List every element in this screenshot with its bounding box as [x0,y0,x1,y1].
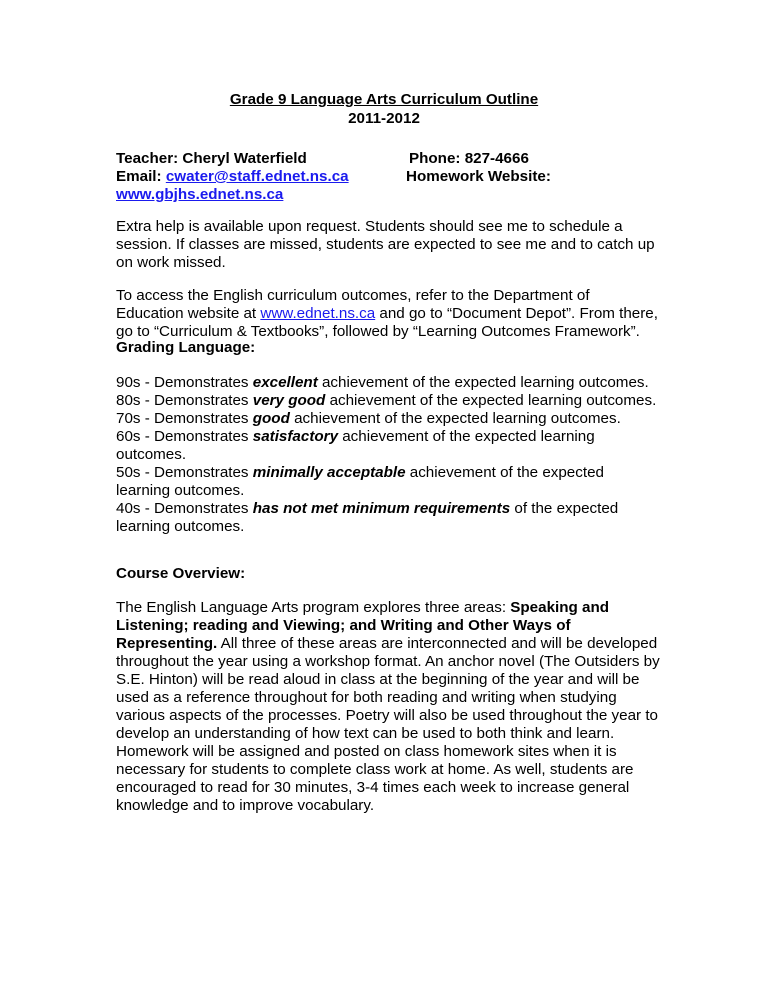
grade-emphasis: satisfactory [252,428,339,445]
grade-item: 90s - Demonstrates excellent achievement of the expected learning outcomes. [116,374,649,391]
grade-item: 50s - Demonstrates minimally acceptable achievement of the expected learning outcomes. [116,464,604,499]
website-line [116,186,283,204]
grade-item: 80s - Demonstrates very good achievement of the expected learning outcomes. [116,392,657,409]
overview-heading: Course Overview: [116,565,246,582]
overview-body: All three of these areas are interconnected and will be developed throughout the year using a workshop format. An anchor novel (The Outsiders by S.E. Hinton) will be read aloud in class at the beginning of the year and will be used as a reference throughout for both reading and writing when studying various aspects of the processes. Poetry will also be used throughout the year to develop an understanding of how text can be used to both think and learn. Homework will be assigned and posted on class homework sites when it is necessary for students to complete class work at home. As well, students are encouraged to read for 30 minutes, 3-4 times each week to increase general knowledge and to improve vocabulary. [116,635,660,814]
overview-intro: The English Language Arts program explores three areas: [116,599,511,616]
phone-number: 827-4666 [464,150,529,167]
grade-emphasis: has not met minimum requirements [252,500,511,517]
grading-list [116,374,661,536]
ednet-link[interactable]: www.ednet.ns.ca [260,305,376,322]
grade-item: 40s - Demonstrates has not met minimum requirements of the expected learning outcomes. [116,500,619,535]
teacher-line [116,150,307,168]
grade-emphasis: minimally acceptable [252,464,406,481]
access-text-before: To access the English curriculum outcomes, refer to the Department of Education website at [116,287,590,322]
grade-emphasis: excellent [252,374,318,391]
website-link[interactable]: www.gbjhs.ednet.ns.ca [116,186,284,203]
phone-line [409,150,529,168]
teacher-name: Cheryl Waterfield [182,150,307,167]
email-label: Email: [116,168,162,185]
homework-website-label: Homework Website: [406,168,551,185]
grade-item: 70s - Demonstrates good achievement of the expected learning outcomes. [116,410,621,427]
school-year: 2011-2012 [348,110,420,127]
grade-item: 60s - Demonstrates satisfactory achievement of the expected learning outcomes. [116,428,595,463]
teacher-label: Teacher: [116,150,179,167]
help-paragraph: Extra help is available upon request. Students should see me to schedule a session. If classes are missed, students are expected to see me and to catch up on work missed. [116,218,655,271]
access-text-after: and go to “Document Depot”. From there, go to “Curriculum & Textbooks”, followed by “Learning Outcomes Framework”. [116,305,658,340]
grade-emphasis: good [252,410,290,427]
grading-heading: Grading Language: [116,339,256,356]
access-paragraph [116,287,661,341]
email-link[interactable]: cwater@staff.ednet.ns.ca [165,168,349,185]
email-line [116,168,349,186]
document-title: Grade 9 Language Arts Curriculum Outline [229,91,539,108]
overview-paragraph [116,599,661,815]
grade-emphasis: very good [252,392,326,409]
phone-label: Phone: [409,150,461,167]
overview-areas: Speaking and Listening; reading and Viewing; and Writing and Other Ways of Representing. [116,599,610,652]
